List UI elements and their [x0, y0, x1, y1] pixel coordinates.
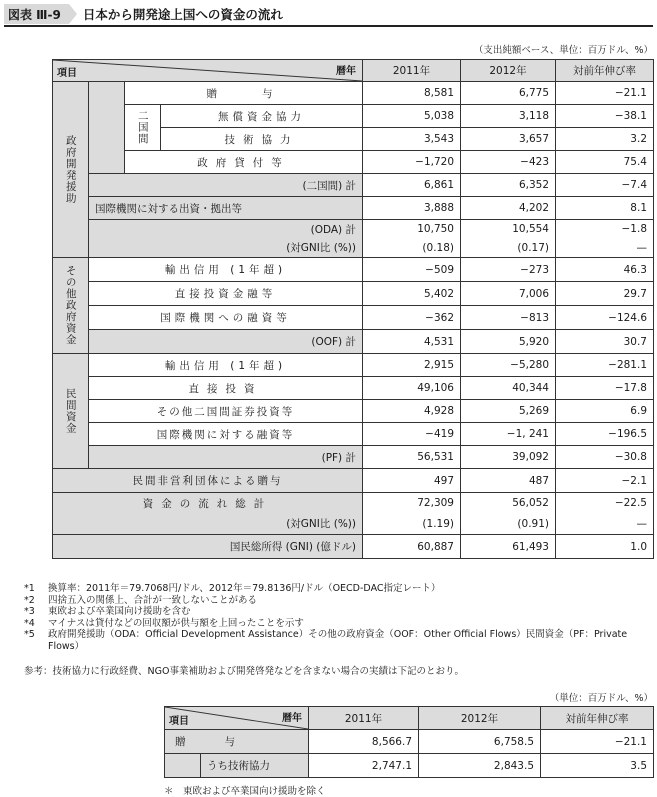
- row-label: 技術協力: [161, 128, 363, 151]
- table-row: [53, 220, 654, 239]
- table-row: [53, 469, 654, 493]
- value-2011: −419: [363, 423, 461, 446]
- value-change: −281.1: [556, 354, 654, 377]
- row-label: 政府貸付等: [125, 151, 363, 174]
- figure-header: [4, 4, 283, 24]
- row-label: 直接投資金融等: [89, 282, 363, 306]
- value-2011: 497: [363, 469, 461, 493]
- row-label: うち技術協力: [201, 754, 309, 778]
- table-row: [53, 514, 654, 535]
- value-2012: (0.91): [461, 514, 556, 535]
- row-label: その他二国間証券投資等: [89, 400, 363, 423]
- value-change: —: [556, 239, 654, 258]
- table-row: [53, 105, 654, 128]
- value-2011: 5,038: [363, 105, 461, 128]
- table-row: [53, 197, 654, 220]
- value-2012: 61,493: [461, 535, 556, 559]
- notes-list: [24, 583, 648, 653]
- note-text: マイナスは貸付などの回収額が供与額を上回ったことを示す: [48, 617, 304, 629]
- note-text: 換算率：2011年＝79.7068円/ドル、2012年＝79.8136円/ドル（OECD-DAC指定レート）: [48, 583, 441, 594]
- col-2012-header: 2012年: [419, 707, 541, 730]
- value-2012: 487: [461, 469, 556, 493]
- value-2012: 39,092: [461, 446, 556, 469]
- note-item: [24, 618, 648, 630]
- corner-cell: [165, 707, 309, 730]
- group-bilateral-label: 二国間: [125, 105, 161, 151]
- value-2012: 5,920: [461, 330, 556, 354]
- table-row: [53, 446, 654, 469]
- value-2011: (0.18): [363, 239, 461, 258]
- table-row: [53, 258, 654, 282]
- row-label: 国民総所得 (GNI) (億ドル): [53, 535, 363, 559]
- table-row: [53, 377, 654, 400]
- note-item: [24, 606, 648, 618]
- value-change: −22.5: [556, 493, 654, 514]
- header-row: [53, 60, 654, 82]
- row-label: (PF) 計: [89, 446, 363, 469]
- value-change: 46.3: [556, 258, 654, 282]
- sub-unit-note: （単位：百万ドル、%）: [549, 693, 653, 704]
- table-row: [53, 493, 654, 514]
- table-row: [53, 174, 654, 197]
- table-row: [53, 330, 654, 354]
- note-item: [24, 583, 648, 595]
- value-2012: −813: [461, 306, 556, 330]
- note-key: *2: [24, 594, 35, 606]
- indent-cell: [89, 82, 125, 174]
- value-change: −7.4: [556, 174, 654, 197]
- value-2011: −1,720: [363, 151, 461, 174]
- value-2012: −5,280: [461, 354, 556, 377]
- row-label: 輸出信用 (1年超): [89, 258, 363, 282]
- value-2011: 8,566.7: [309, 730, 419, 754]
- row-label: 直接投資: [89, 377, 363, 400]
- value-2012: 4,202: [461, 197, 556, 220]
- value-change: −1.8: [556, 220, 654, 239]
- value-2011: 6,861: [363, 174, 461, 197]
- value-change: 75.4: [556, 151, 654, 174]
- value-change: 30.7: [556, 330, 654, 354]
- value-2011: 3,543: [363, 128, 461, 151]
- corner-right-label: 暦年: [282, 713, 302, 724]
- value-change: 3.5: [541, 754, 654, 778]
- row-label: 贈 与: [165, 730, 309, 754]
- value-2012: 56,052: [461, 493, 556, 514]
- value-2012: −273: [461, 258, 556, 282]
- title-underline: [4, 25, 653, 27]
- value-change: −17.8: [556, 377, 654, 400]
- row-label: 民間非営利団体による贈与: [53, 469, 363, 493]
- value-change: 3.2: [556, 128, 654, 151]
- table-row: [165, 730, 654, 754]
- col-2012-header: 2012年: [461, 60, 556, 82]
- col-change-header: 対前年伸び率: [541, 707, 654, 730]
- row-label: 国際機関への融資等: [89, 306, 363, 330]
- sub-table: [164, 706, 654, 778]
- value-2012: 3,118: [461, 105, 556, 128]
- value-2012: 7,006: [461, 282, 556, 306]
- row-label: (対GNI比 (%)): [89, 239, 363, 258]
- value-2011: (1.19): [363, 514, 461, 535]
- note-item: [24, 629, 648, 652]
- value-2012: 6,775: [461, 82, 556, 105]
- value-2012: 6,352: [461, 174, 556, 197]
- note-key: *4: [24, 617, 35, 629]
- note-key: *5: [24, 629, 35, 641]
- table-row: [53, 306, 654, 330]
- row-label: 輸出信用 (1年超): [89, 354, 363, 377]
- col-change-header: 対前年伸び率: [556, 60, 654, 82]
- value-2011: −362: [363, 306, 461, 330]
- row-label: (OOF) 計: [89, 330, 363, 354]
- row-label: 資金の流れ総計: [53, 493, 363, 514]
- reference-note: 参考：技術協力に行政経費、NGO事業補助および開発啓発などを含まない場合の実績は下記のとおり。: [24, 666, 464, 677]
- value-change: −38.1: [556, 105, 654, 128]
- note-item: [24, 595, 648, 607]
- value-2011: 8,581: [363, 82, 461, 105]
- value-2011: 4,531: [363, 330, 461, 354]
- table-row: [53, 400, 654, 423]
- row-label: 国際機関に対する融資等: [89, 423, 363, 446]
- figure-label: 図表 Ⅲ-9: [4, 4, 69, 24]
- note-key: *3: [24, 606, 35, 618]
- note-text: 四捨五入の関係上、合計が一致しないことがある: [48, 594, 258, 606]
- row-label: 贈 与: [125, 82, 363, 105]
- value-2012: 2,843.5: [419, 754, 541, 778]
- value-change: −21.1: [541, 730, 654, 754]
- col-2011-header: 2011年: [309, 707, 419, 730]
- value-change: −124.6: [556, 306, 654, 330]
- value-change: −30.8: [556, 446, 654, 469]
- value-2011: 72,309: [363, 493, 461, 514]
- col-2011-header: 2011年: [363, 60, 461, 82]
- value-2012: 10,554: [461, 220, 556, 239]
- table-row: [53, 239, 654, 258]
- note-key: *1: [24, 583, 35, 594]
- note-text: 東欧および卒業国向け援助を含む: [48, 606, 191, 618]
- value-2012: 6,758.5: [419, 730, 541, 754]
- value-2011: −509: [363, 258, 461, 282]
- row-label: 無償資金協力: [161, 105, 363, 128]
- chevron-right-icon: [69, 4, 77, 24]
- corner-right-label: 暦年: [336, 66, 356, 77]
- group-oda-label: 政府開発援助: [53, 82, 89, 258]
- value-change: 8.1: [556, 197, 654, 220]
- value-2012: 40,344: [461, 377, 556, 400]
- value-2011: 2,915: [363, 354, 461, 377]
- row-label: (ODA) 計: [89, 220, 363, 239]
- value-2011: 10,750: [363, 220, 461, 239]
- value-2012: −423: [461, 151, 556, 174]
- main-unit-note: （支出純額ベース、単位：百万ドル、%）: [473, 45, 653, 56]
- value-change: −2.1: [556, 469, 654, 493]
- value-2012: (0.17): [461, 239, 556, 258]
- group-oof-label: その他政府資金: [53, 258, 89, 354]
- value-change: 6.9: [556, 400, 654, 423]
- row-label: (対GNI比 (%)): [53, 514, 363, 535]
- value-2012: −1, 241: [461, 423, 556, 446]
- header-row: [165, 707, 654, 730]
- value-2011: 3,888: [363, 197, 461, 220]
- corner-left-label: 項目: [57, 68, 77, 79]
- table-row: [53, 354, 654, 377]
- value-2011: 56,531: [363, 446, 461, 469]
- table-row: [165, 754, 654, 778]
- value-2011: 60,887: [363, 535, 461, 559]
- page-title: 日本から開発途上国への資金の流れ: [82, 7, 283, 22]
- main-table: [52, 59, 654, 559]
- table-row: [53, 82, 654, 105]
- group-pf-label: 民間資金: [53, 354, 89, 469]
- value-change: −196.5: [556, 423, 654, 446]
- value-2012: 5,269: [461, 400, 556, 423]
- corner-cell: [53, 60, 363, 82]
- value-change: —: [556, 514, 654, 535]
- row-label: (二国間) 計: [89, 174, 363, 197]
- value-change: −21.1: [556, 82, 654, 105]
- row-label: 国際機関に対する出資・拠出等: [89, 197, 363, 220]
- table-row: [53, 282, 654, 306]
- value-2011: 2,747.1: [309, 754, 419, 778]
- table-row: [53, 423, 654, 446]
- note-text: 政府開発援助（ODA：Official Development Assistance）その他の政府資金（OOF：Other Official Flows）民間資金（PF：Private Flows）: [48, 629, 628, 652]
- footnote: ＊ 東欧および卒業国向け援助を除く: [164, 786, 326, 797]
- corner-left-label: 項目: [169, 716, 189, 727]
- value-change: 1.0: [556, 535, 654, 559]
- value-2011: 5,402: [363, 282, 461, 306]
- value-change: 29.7: [556, 282, 654, 306]
- table-row: [53, 151, 654, 174]
- value-2011: 4,928: [363, 400, 461, 423]
- indent-cell: [165, 754, 201, 778]
- table-row: [53, 535, 654, 559]
- value-2012: 3,657: [461, 128, 556, 151]
- value-2011: 49,106: [363, 377, 461, 400]
